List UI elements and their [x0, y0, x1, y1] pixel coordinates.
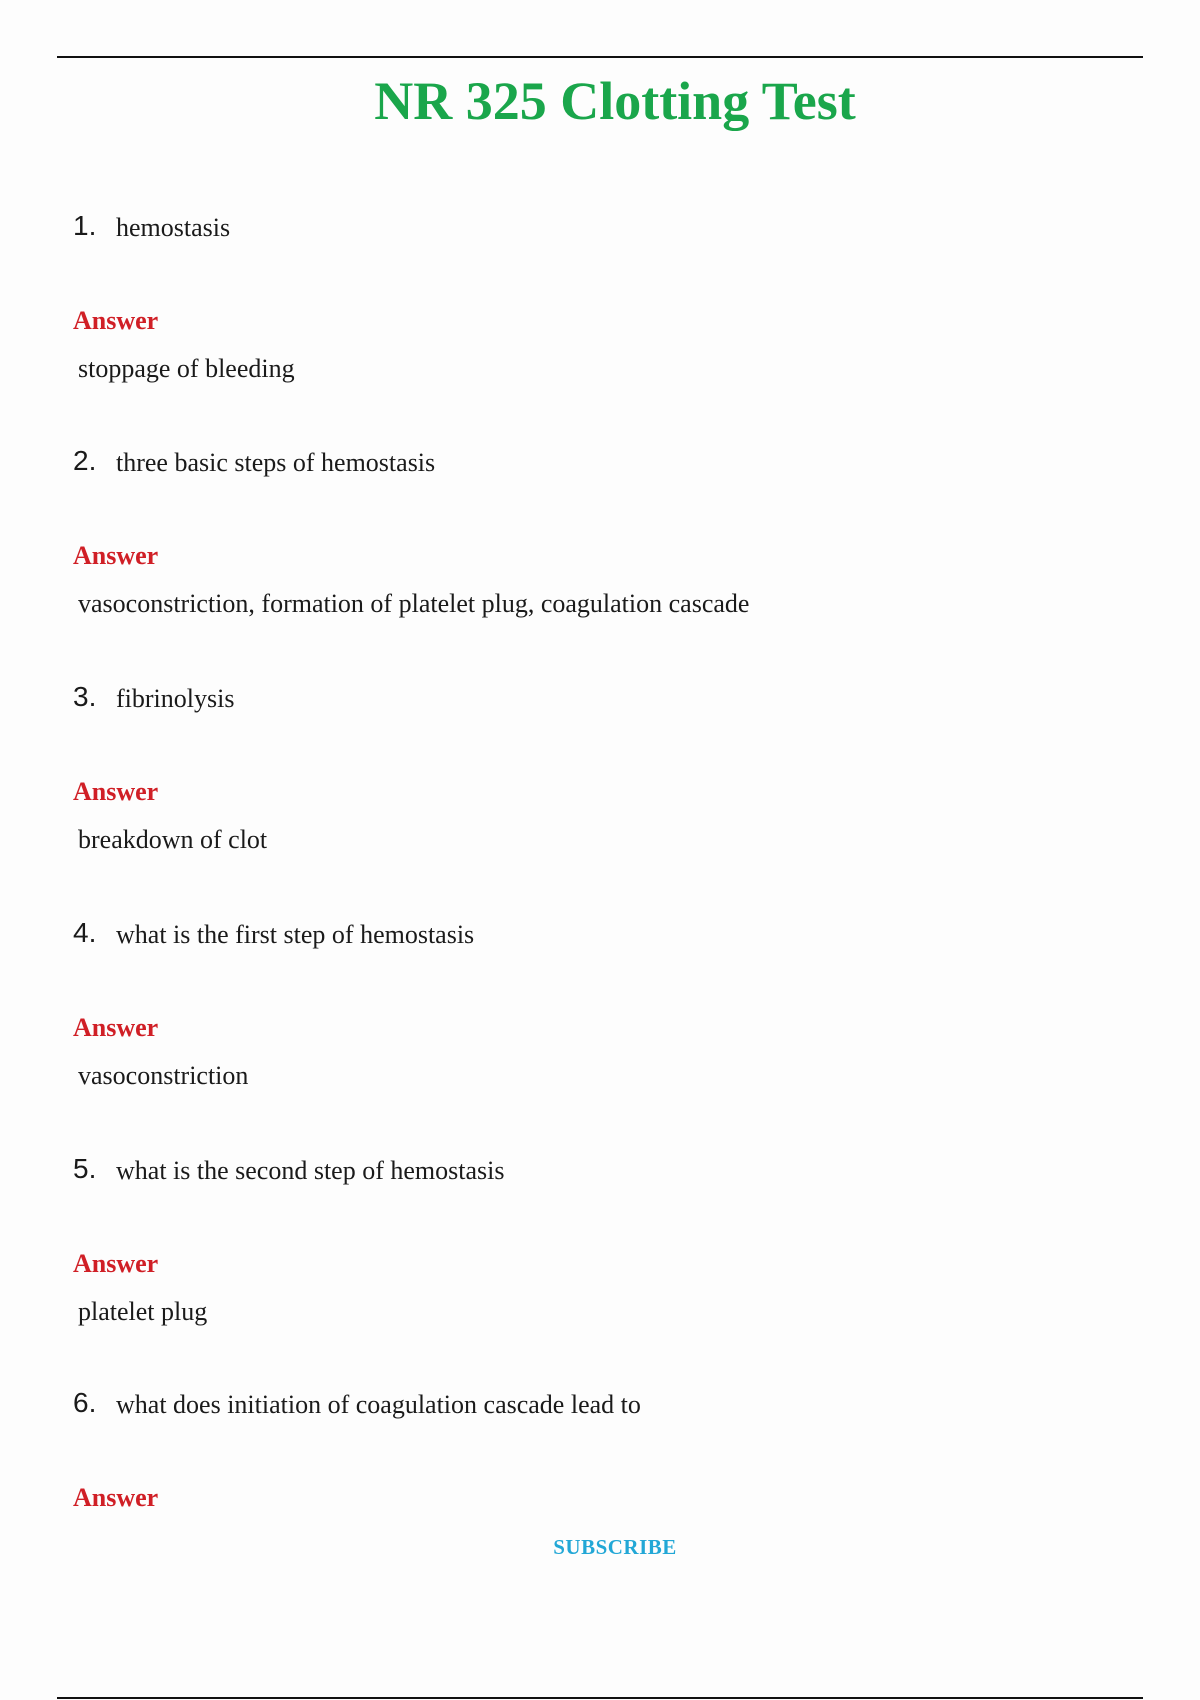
answer-text: stoppage of bleeding: [78, 354, 295, 383]
question-text: what does initiation of coagulation cascade lead to: [116, 1390, 641, 1419]
question: [73, 1387, 1133, 1427]
question-number: 5.: [73, 1153, 97, 1184]
answer-label: Answer: [73, 306, 159, 335]
answer-text: breakdown of clot: [78, 825, 268, 854]
question-number: 3.: [73, 681, 97, 712]
question-text: what is the first step of hemostasis: [116, 920, 475, 949]
question: [73, 681, 1133, 721]
question-number: 1.: [73, 210, 97, 241]
question-text: what is the second step of hemostasis: [116, 1156, 505, 1185]
question-number: 6.: [73, 1387, 97, 1418]
subscribe-link[interactable]: SUBSCRIBE: [553, 1535, 677, 1559]
question-number: 4.: [73, 917, 97, 948]
answer-label: Answer: [73, 1483, 159, 1512]
qa-item: [73, 681, 1133, 854]
answer-label: Answer: [73, 541, 159, 570]
qa-item: [73, 1153, 1133, 1326]
question-text: three basic steps of hemostasis: [116, 448, 436, 477]
qa-item: [73, 917, 1133, 1090]
question: [73, 1153, 1133, 1193]
question-text: hemostasis: [116, 213, 231, 242]
qa-item: [73, 210, 1133, 383]
answer-label: Answer: [73, 777, 159, 806]
qa-item: [73, 1387, 1133, 1512]
answer-text: platelet plug: [78, 1297, 208, 1326]
question: [73, 210, 1133, 250]
question: [73, 445, 1133, 485]
bottom-rule: [57, 1697, 1143, 1699]
answer-label: Answer: [73, 1249, 159, 1278]
question: [73, 917, 1133, 957]
qa-item: [73, 445, 1133, 618]
page-title: NR 325 Clotting Test: [374, 71, 856, 131]
answer-label: Answer: [73, 1013, 159, 1042]
answer-text: vasoconstriction, formation of platelet plug, coagulation cascade: [78, 589, 750, 618]
answer-text: vasoconstriction: [78, 1061, 249, 1090]
question-number: 2.: [73, 445, 97, 476]
question-text: fibrinolysis: [116, 684, 235, 713]
top-rule: [57, 56, 1143, 58]
